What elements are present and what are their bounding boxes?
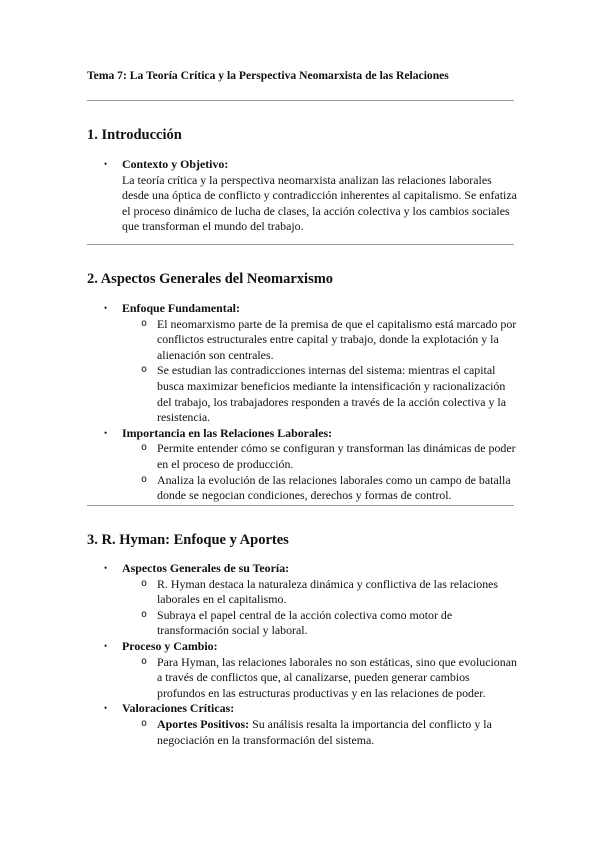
sub-item-label: Aportes Positivos:: [157, 716, 250, 731]
section-body-hyman: [87, 561, 517, 748]
sub-list-item: o Para Hyman, las relaciones laborales no son estáticas, sino que evolucionan a través de conflictos que, al canalizarse, pueden generar cambios profundos en las estructuras productivas y en las relaciones de poder.: [122, 655, 517, 702]
divider: [87, 100, 514, 101]
sub-item-text: Su análisis resalta la importancia del conflicto y la negociación en la transformación del sistema.: [157, 716, 492, 747]
bullet-list: [87, 301, 517, 504]
sub-list: [122, 441, 517, 503]
list-item: [87, 561, 517, 639]
sub-list-item: o Se estudian las contradicciones internas del sistema: mientras el capital busca maximizar beneficios mediante la intensificación y racionalización del trabajo, los trabajadores responden a través de la acción colectiva y la resistencia.: [122, 363, 517, 425]
document-title: Tema 7: La Teoría Crítica y la Perspectiva Neomarxista de las Relaciones: [87, 69, 449, 82]
bullet-list: [87, 561, 517, 748]
sub-list-item: [122, 717, 517, 748]
sub-list-item: o Subraya el papel central de la acción colectiva como motor de transformación social y laboral.: [122, 608, 517, 639]
section-heading-hyman: 3. R. Hyman: Enfoque y Aportes: [87, 532, 289, 548]
divider: [87, 244, 514, 245]
list-item: [87, 426, 517, 504]
sub-list: [122, 317, 517, 426]
sub-list: [122, 577, 517, 639]
sub-list: [122, 655, 517, 702]
section-body-neomarxismo: [87, 301, 517, 504]
item-text: La teoría crítica y la perspectiva neomarxista analizan las relaciones laborales desde una óptica de conflicto y contradicción inherentes al capitalismo. Se enfatiza el proceso dinámico de lucha de clases, la acción colectiva y los cambios sociales que transforman el mundo del trabajo.: [122, 172, 517, 234]
section-body-introduccion: [87, 157, 517, 235]
item-label: • Aspectos Generales de su Teoría:: [122, 561, 290, 575]
item-label: • Valoraciones Críticas:: [122, 701, 235, 716]
sub-list-item: o Permite entender cómo se configuran y transforman las dinámicas de poder en el proceso de producción.: [122, 441, 517, 472]
list-item: [87, 157, 517, 235]
divider: [87, 505, 514, 506]
bullet-list: [87, 157, 517, 235]
sub-list-item: o R. Hyman destaca la naturaleza dinámica y conflictiva de las relaciones laborales en el capitalismo.: [122, 577, 517, 608]
section-heading-neomarxismo: 2. Aspectos Generales del Neomarxismo: [87, 271, 334, 287]
list-item: [87, 701, 517, 748]
item-label: • Enfoque Fundamental:: [122, 301, 240, 315]
item-label: • Importancia en las Relaciones Laborales:: [122, 425, 333, 440]
sub-list-item: o Analiza la evolución de las relaciones laborales como un campo de batalla donde se negocian condiciones, derechos y formas de control.: [122, 473, 517, 504]
list-item: [87, 301, 517, 426]
section-heading-introduccion: 1. Introducción: [87, 127, 182, 143]
sub-list-item: o El neomarxismo parte de la premisa de que el capitalismo está marcado por conflictos estructurales entre capital y trabajo, donde la explotación y la alienación son centrales.: [122, 317, 517, 364]
sub-list: [122, 717, 517, 748]
item-label: • Proceso y Cambio:: [122, 638, 218, 653]
item-label: • Contexto y Objetivo:: [122, 157, 229, 171]
list-item: [87, 639, 517, 701]
